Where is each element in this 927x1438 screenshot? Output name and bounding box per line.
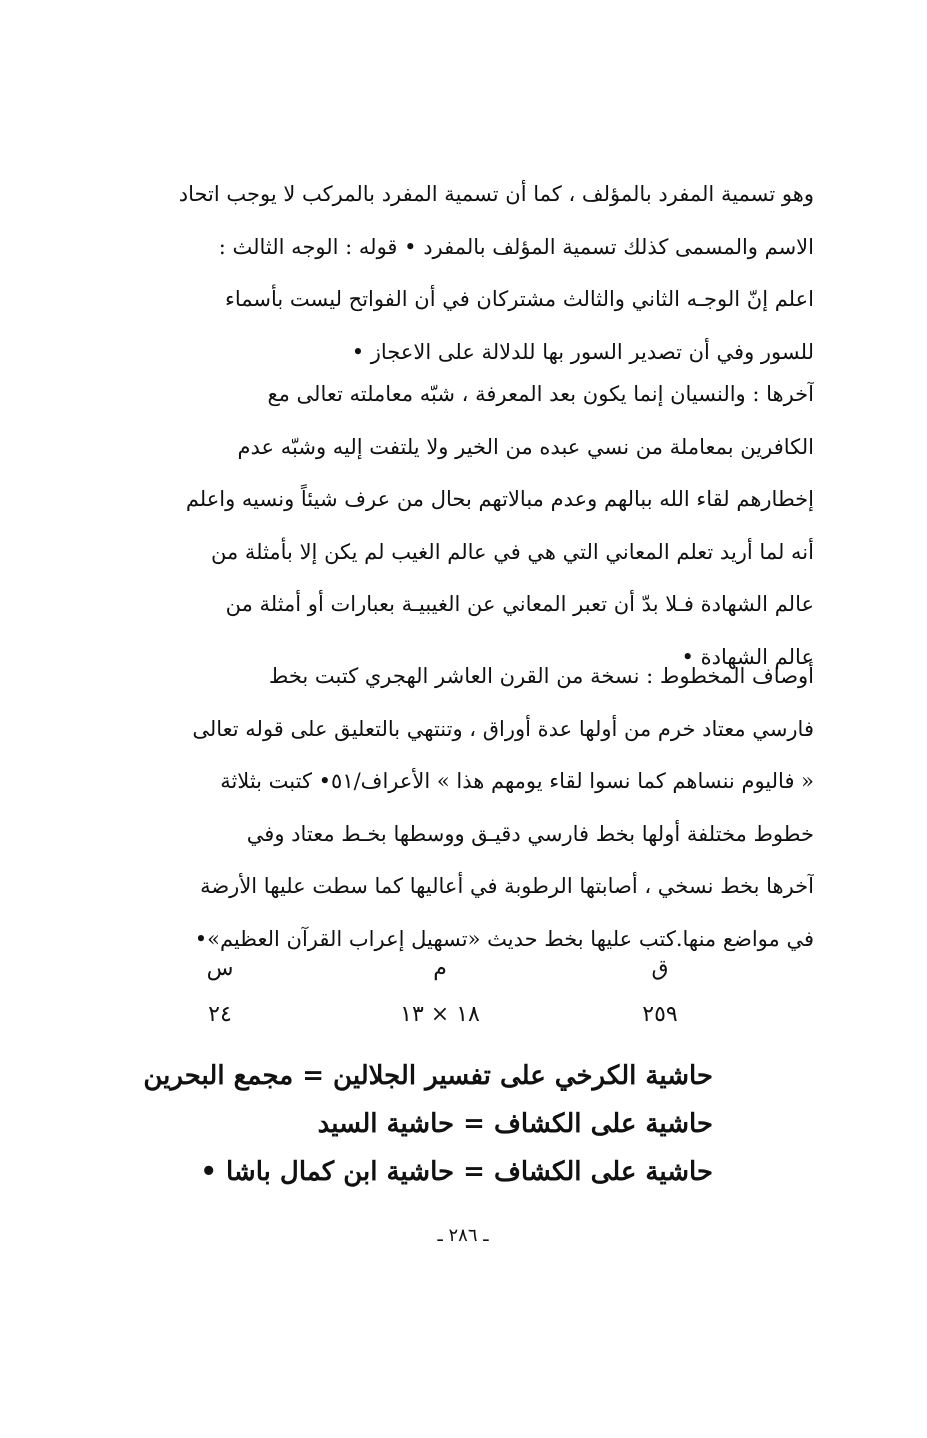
entry-heading: حاشية على الكشاف = حاشية ابن كمال باشا •: [200, 1157, 713, 1187]
paragraph-3-manuscript-description: [118, 650, 814, 965]
paragraph-1: [118, 168, 814, 378]
text-line: للسور وفي أن تصدير السور بها للدلالة على الاعجاز •: [351, 339, 814, 364]
table-value-row: [160, 992, 720, 1038]
text-line: الكافرين بمعاملة من نسي عبده من الخير ولا يلتفت إليه وشبّه عدم: [237, 434, 814, 459]
value-cell-m: ١٨ × ١٣: [400, 1002, 480, 1027]
text-line: اعلم إنّ الوجـه الثاني والثالث مشتركان في أن الفواتح ليست بأسماء: [224, 287, 814, 311]
entry-heading: حاشية على الكشاف = حاشية السيد: [317, 1109, 713, 1139]
paragraph-2: [118, 368, 814, 683]
text-line: آخرها : والنسيان إنما يكون بعد المعرفة ، شبّه معاملته تعالى مع: [267, 382, 814, 406]
value-cell-q: ٢٥٩: [642, 1002, 678, 1027]
text-line: أوصاف المخطوط : نسخة من القرن العاشر الهجري كتبت بخط: [268, 664, 814, 688]
text-line: عالم الشهادة فـلا بدّ أن تعبر المعاني عن الغيبيـة بعبارات أو أمثلة من: [225, 592, 814, 616]
catalog-entries: [113, 1052, 713, 1196]
manuscript-stats-table: [160, 946, 720, 1038]
header-cell-m: م: [433, 956, 447, 981]
header-cell-q: ق: [651, 956, 669, 981]
text-line: الاسم والمسمى كذلك تسمية المؤلف بالمفرد • قوله : الوجه الثالث :: [218, 234, 814, 259]
text-line: عالم الشهادة •: [681, 644, 814, 669]
text-line: خطوط مختلفة أولها بخط فارسي دقيـق ووسطها بخـط معتاد وفي: [246, 821, 814, 846]
entry-heading: حاشية الكرخي على تفسير الجلالين = مجمع البحرين: [143, 1061, 713, 1091]
text-line: فارسي معتاد خرم من أولها عدة أوراق ، وتنتهي بالتعليق على قوله تعالى: [192, 716, 814, 741]
text-line: وهو تسمية المفرد بالمؤلف ، كما أن تسمية المفرد بالمركب لا يوجب اتحاد: [178, 182, 814, 206]
text-line: « فاليوم ننساهم كما نسوا لقاء يومهم هذا » الأعراف/٥١• كتبت بثلاثة: [220, 769, 814, 793]
text-line: أنه لما أريد تعلم المعاني التي هي في عالم الغيب لم يكن إلا بأمثلة من: [210, 539, 814, 564]
text-line: إخطارهم لقاء الله ببالهم وعدم مبالاتهم بحال من عرف شيئاً ونسيه واعلم: [185, 487, 814, 511]
value-cell-s: ٢٤: [208, 1002, 232, 1027]
text-line: آخرها بخط نسخي ، أصابتها الرطوبة في أعاليها كما سطت عليها الأرضة: [200, 874, 814, 898]
table-header-row: [160, 946, 720, 992]
text-line: في مواضع منها.كتب عليها بخط حديث «تسهيل إعراب القرآن العظيم»•: [194, 926, 814, 951]
header-cell-s: س: [206, 956, 234, 981]
page-number: ـ ٢٨٦ ـ: [437, 1225, 489, 1246]
